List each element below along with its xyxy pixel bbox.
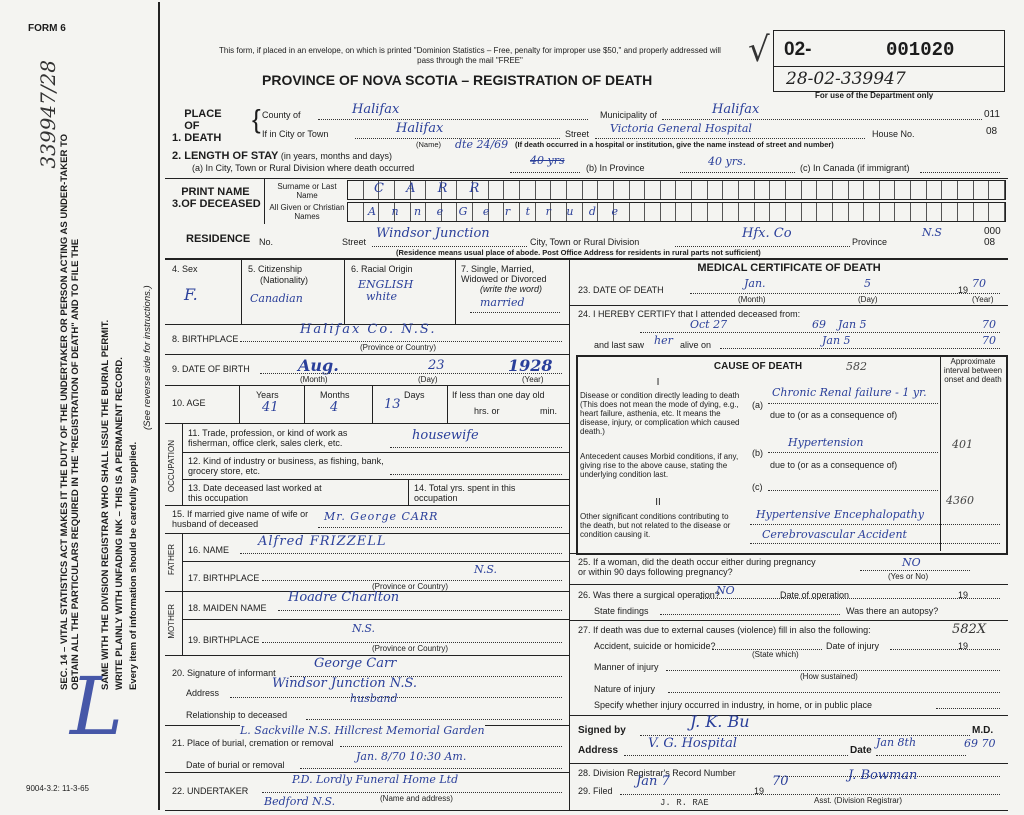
s14-label: 14. Total yrs. spent in this occupation bbox=[414, 483, 516, 503]
residence-title: RESIDENCE bbox=[186, 233, 251, 245]
mother-maiden-label: 18. MAIDEN NAME bbox=[188, 603, 267, 613]
s8-sub: (Province or Country) bbox=[360, 343, 437, 352]
md-label: M.D. bbox=[972, 725, 994, 736]
see-text: (See reverse side for instructions.) bbox=[142, 285, 153, 430]
given-label: All Given or Christian Names bbox=[269, 203, 345, 221]
mother-birthplace: N.S. bbox=[352, 622, 376, 635]
s7-sub: (write the word) bbox=[480, 284, 543, 294]
s12-label: 12. Kind of industry or business, as fishing, bank, grocery store, etc. bbox=[188, 456, 384, 476]
s9-year-sub: (Year) bbox=[522, 375, 544, 384]
s21-place-label: 21. Place of burial, cremation or removal bbox=[172, 738, 334, 748]
signed-by-label: Signed by bbox=[578, 725, 626, 736]
s23-y: (Year) bbox=[972, 295, 994, 304]
residence-code: 000 08 bbox=[984, 226, 1001, 248]
residence-province-label: Province bbox=[852, 237, 888, 247]
given-value: A n n e G e r t r u d e bbox=[368, 205, 624, 218]
s5-sub: (Nationality) bbox=[260, 275, 309, 285]
surname-label: Surname or Last Name bbox=[277, 182, 337, 200]
surname-grid bbox=[347, 180, 1006, 200]
dept-note: For use of the Department only bbox=[815, 91, 934, 100]
marital-status-value: married bbox=[480, 296, 525, 309]
mother-bp-sub: (Province or Country) bbox=[372, 644, 449, 653]
hrs-label: hrs. or bbox=[474, 406, 500, 416]
registrar-sub: Asst. (Division Registrar) bbox=[814, 796, 903, 805]
surname-value: C A R R bbox=[374, 181, 489, 196]
days-label: Days bbox=[404, 390, 425, 400]
same-text: SAME WITH THE DIVISION REGISTRAR WHO SHALL ISSUE THE BURIAL PERMIT. bbox=[100, 319, 111, 690]
s27-century: 19 bbox=[958, 641, 969, 651]
cause-a-value: Chronic Renal failure - 1 yr. bbox=[772, 386, 927, 399]
birth-day: 23 bbox=[428, 358, 445, 373]
municipality-code: 011 bbox=[984, 109, 1000, 120]
s6-label: 6. Racial Origin bbox=[351, 264, 413, 274]
mother-maiden-name: Hoadre Charlton bbox=[288, 590, 400, 605]
street-value: Victoria General Hospital bbox=[610, 122, 752, 135]
checkmark: √ bbox=[748, 30, 770, 70]
residence-street-label: Street bbox=[342, 237, 367, 247]
alive-on-year: 70 bbox=[982, 334, 996, 347]
sidebar-instructions bbox=[55, 120, 155, 700]
alive-on-value: Jan 5 bbox=[822, 334, 851, 347]
filed-date: Jan 7 bbox=[636, 774, 670, 789]
burial-place: L. Sackville N.S. Hillcrest Memorial Garden bbox=[240, 724, 485, 737]
informant-signature: George Carr bbox=[314, 656, 397, 671]
approx-interval: Approximate interval between onset and death bbox=[943, 357, 1003, 384]
death-month: Jan. bbox=[744, 277, 766, 290]
registrar-signature: J. Bowman bbox=[848, 768, 918, 783]
code-582x: 582X bbox=[952, 622, 987, 637]
s4-label: 4. Sex bbox=[172, 264, 198, 274]
other-condition-1: Hypertensive Encephalopathy bbox=[756, 508, 924, 521]
city-label: If in City or Town bbox=[262, 129, 329, 139]
cause-b-value: Hypertension bbox=[788, 436, 864, 449]
how-sustained-sub: (How sustained) bbox=[800, 672, 858, 681]
s2-a-value: 40 yrs bbox=[530, 154, 565, 167]
s25-value: NO bbox=[902, 556, 921, 569]
birth-year: 1928 bbox=[508, 356, 553, 375]
s2-b-value: 40 yrs. bbox=[708, 155, 747, 168]
s13-label: 13. Date deceased last worked at this occupation bbox=[188, 483, 322, 503]
house-label: House No. bbox=[872, 129, 915, 139]
attended-from-year: 69 bbox=[812, 318, 826, 331]
city-value: Halifax bbox=[396, 121, 444, 136]
specify-label: Specify whether injury occurred in industry, in home, or in public place bbox=[594, 700, 872, 710]
form-number: FORM 6 bbox=[28, 23, 66, 34]
county-value: Halifax bbox=[352, 102, 400, 117]
s23-m: (Month) bbox=[738, 295, 766, 304]
s22-sub: (Name and address) bbox=[380, 794, 453, 803]
signed-date: Jan 8th bbox=[876, 736, 917, 749]
county-label: County of bbox=[262, 110, 301, 120]
every-text: Every item of information should be carefully supplied. bbox=[128, 441, 139, 690]
form-title: PROVINCE OF NOVA SCOTIA – REGISTRATION OF DEATH bbox=[262, 72, 653, 88]
racial-origin-value-2: white bbox=[366, 290, 397, 303]
registrar-stamp: J. R. RAE bbox=[660, 798, 709, 808]
signed-date-label: Date bbox=[850, 745, 872, 756]
informant-relationship: husband bbox=[350, 692, 398, 705]
s2-title: 2. LENGTH OF STAY (in years, months and days) bbox=[172, 150, 392, 162]
due-to-a: due to (or as a consequence of) bbox=[770, 410, 898, 420]
s15-label: 15. If married give name of wife or husband of deceased bbox=[172, 509, 309, 529]
footer-code: 9004-3.2: 11-3-65 bbox=[26, 784, 90, 793]
physician-address: V. G. Hospital bbox=[648, 736, 738, 751]
municipality-label: Municipality of bbox=[600, 110, 658, 120]
s27-label: 27. If death was due to external causes (violence) fill in also the following: bbox=[578, 625, 871, 635]
sex-value: F. bbox=[184, 285, 198, 304]
birthplace-value: Halifax Co. N.S. bbox=[300, 322, 437, 337]
age-days: 13 bbox=[384, 397, 401, 412]
father-birthplace: N.S. bbox=[474, 563, 498, 576]
s2-a-label: (a) In City, Town or Rural Division where death occurred bbox=[192, 163, 415, 173]
attended-from: Oct 27 bbox=[690, 318, 728, 331]
last-saw-value: her bbox=[654, 334, 673, 347]
s8-label: 8. BIRTHPLACE bbox=[172, 334, 239, 344]
s2-c-label: (c) In Canada (if immigrant) bbox=[800, 163, 910, 173]
roman-i: I bbox=[656, 377, 660, 388]
s9-month-sub: (Month) bbox=[300, 375, 328, 384]
filed-year: 70 bbox=[772, 774, 789, 789]
s23-d: (Day) bbox=[858, 295, 878, 304]
residence-province: N.S bbox=[922, 226, 942, 239]
age-months: 4 bbox=[330, 400, 339, 415]
s10-label: 10. AGE bbox=[172, 398, 206, 408]
reg-handwritten: 28-02-339947 bbox=[786, 69, 906, 89]
s21-date-label: Date of burial or removal bbox=[186, 760, 285, 770]
s20-rel-label: Relationship to deceased bbox=[186, 710, 288, 720]
s20-sig-label: 20. Signature of informant bbox=[172, 668, 276, 678]
s29-century: 19 bbox=[754, 786, 765, 796]
code-4360: 4360 bbox=[946, 494, 974, 507]
less-than-day: If less than one day old bbox=[452, 390, 545, 400]
death-year: 70 bbox=[972, 277, 986, 290]
state-which-sub: (State which) bbox=[752, 650, 799, 659]
s1-brace: { bbox=[252, 104, 261, 134]
code-582: 582 bbox=[846, 360, 867, 373]
s1-title: 1. PLACE OF DEATH bbox=[172, 108, 222, 144]
s20-addr-label: Address bbox=[186, 688, 220, 698]
citizenship-value: Canadian bbox=[250, 292, 303, 305]
s29-label: 29. Filed bbox=[578, 786, 613, 796]
racial-origin-value: ENGLISH bbox=[358, 278, 414, 291]
margin-rule bbox=[158, 2, 160, 810]
attended-to: Jan 5 bbox=[838, 318, 867, 331]
last-saw-label: and last saw bbox=[594, 340, 645, 350]
due-to-b: due to (or as a consequence of) bbox=[770, 460, 898, 470]
column-divider bbox=[569, 258, 570, 810]
alive-on-label: alive on bbox=[680, 340, 712, 350]
s11-label: 11. Trade, profession, or kind of work as fisherman, office clerk, sales clerk, etc. bbox=[188, 428, 348, 448]
s26-label: 26. Was there a surgical operation? bbox=[578, 590, 720, 600]
write-text: WRITE PLAINLY WITH UNFADING INK – THIS IS A PERMANENT RECORD. bbox=[114, 357, 125, 690]
registration-number-box bbox=[773, 30, 1005, 92]
s24-label: 24. I HEREBY CERTIFY that I attended deceased from: bbox=[578, 309, 801, 319]
s26-century: 19 bbox=[958, 590, 969, 600]
cause-b-label: (b) bbox=[752, 448, 763, 458]
father-bp-label: 17. BIRTHPLACE bbox=[188, 573, 260, 583]
occupation-value: housewife bbox=[412, 428, 479, 443]
mother-bp-label: 19. BIRTHPLACE bbox=[188, 635, 260, 645]
physician-signature: J. K. Bu bbox=[690, 712, 750, 731]
s23-label: 23. DATE OF DEATH bbox=[578, 285, 664, 295]
death-day: 5 bbox=[864, 277, 871, 290]
municipality-value: Halifax bbox=[712, 102, 760, 117]
s22-label: 22. UNDERTAKER bbox=[172, 786, 249, 796]
given-grid bbox=[347, 202, 1006, 222]
residence-no-label: No. bbox=[259, 237, 274, 247]
reg-number: 001020 bbox=[886, 39, 955, 61]
s2-b-label: (b) In Province bbox=[586, 163, 645, 173]
manner-label: Manner of injury bbox=[594, 662, 659, 672]
residence-street: Windsor Junction bbox=[376, 226, 490, 241]
street-label: Street bbox=[565, 129, 590, 139]
sec14-text: SEC. 14 – VITAL STATISTICS ACT MAKES IT THE DUTY OF THE UNDERTAKER OR PERSON ACTING AS UNDER-TAKER TO OBTAIN ALL THE PARTICULARS REQUIRED IN THE "REGISTRATION OF DEATH" AND TO FILE THE bbox=[59, 134, 81, 690]
min-label: min. bbox=[540, 406, 558, 416]
hospital-note: (If death occurred in a hospital or institution, give the name instead of street and number) bbox=[515, 140, 834, 149]
other-conditions-label: Other significant conditions contributing to the death, but not related to the disease or condition causing it. bbox=[580, 512, 731, 539]
injury-date-label: Date of injury bbox=[826, 641, 880, 651]
s23-century: 19 bbox=[958, 285, 969, 295]
op-date-label: Date of operation bbox=[780, 590, 850, 600]
autopsy-label: Was there an autopsy? bbox=[846, 606, 939, 616]
informant-address: Windsor Junction N.S. bbox=[272, 676, 418, 691]
spouse-value: Mr. George CARR bbox=[324, 510, 439, 523]
reg-prefix: 02- bbox=[784, 39, 812, 60]
s25-sub: (Yes or No) bbox=[888, 572, 929, 581]
s5-label: 5. Citizenship bbox=[248, 264, 303, 274]
mother-side-label: MOTHER bbox=[167, 604, 176, 639]
physician-address-label: Address bbox=[578, 745, 619, 756]
s25-label: 25. If a woman, did the death occur either during pregnancy or within 90 days following pregnancy? bbox=[578, 557, 816, 577]
cause-title: CAUSE OF DEATH bbox=[713, 361, 803, 372]
code-401: 401 bbox=[952, 438, 973, 451]
antecedent-label: Antecedent causes Morbid conditions, if any, giving rise to the above cause, stating the underlying condition last. bbox=[580, 452, 739, 479]
months-label: Months bbox=[320, 390, 350, 400]
s3-title: 3.PRINT NAME OF DECEASED bbox=[172, 186, 261, 210]
undertaker-value: P.D. Lordly Funeral Home Ltd bbox=[292, 773, 459, 786]
residence-city-label: City, Town or Rural Division bbox=[530, 237, 640, 247]
cause-a-label: (a) bbox=[752, 400, 763, 410]
undertaker-address: Bedford N.S. bbox=[264, 795, 336, 808]
father-side-label: FATHER bbox=[167, 544, 176, 575]
side-number: 339947/28 bbox=[36, 60, 60, 169]
state-findings-label: State findings bbox=[594, 606, 649, 616]
s9-day-sub: (Day) bbox=[418, 375, 438, 384]
name-note: dte 24/69 bbox=[455, 138, 509, 151]
attended-to-year: 70 bbox=[982, 318, 996, 331]
house-value: 08 bbox=[986, 126, 998, 137]
s7-label: 7. Single, Married, Widowed or Divorced bbox=[461, 264, 547, 284]
mailing-notice: This form, if placed in an envelope, on which is printed "Dominion Statistics – Free, penalty for improper use $50," and properly addressed will pass through the mail "FREE" bbox=[219, 46, 721, 65]
initial-mark: L bbox=[70, 660, 124, 753]
name-sub: (Name) bbox=[416, 140, 442, 149]
years-label: Years bbox=[256, 390, 279, 400]
nature-label: Nature of injury bbox=[594, 684, 656, 694]
other-condition-2: Cerebrovascular Accident bbox=[762, 528, 907, 541]
father-name-label: 16. NAME bbox=[188, 545, 230, 555]
father-bp-sub: (Province or Country) bbox=[372, 582, 449, 591]
accident-label: Accident, suicide or homicide? bbox=[594, 641, 716, 651]
roman-ii: II bbox=[655, 497, 661, 508]
age-years: 41 bbox=[262, 400, 279, 415]
residence-note: (Residence means usual place of abode. Post Office Address for residents in rural parts not sufficient) bbox=[396, 248, 761, 257]
father-name: Alfred FRIZZELL bbox=[258, 534, 387, 549]
birth-month: Aug. bbox=[298, 356, 339, 375]
burial-date: Jan. 8/70 10:30 Am. bbox=[356, 750, 467, 763]
s26-value: NO bbox=[716, 584, 735, 597]
signed-date-year: 69 70 bbox=[964, 737, 996, 750]
disease-label: Disease or condition directly leading to death (This does not mean the mode of dying, e.g., heart failure, asthenia, etc. It means the disease, injury, or complication which caused death.) bbox=[580, 391, 740, 436]
s28-label: 28. Division Registrar's Record Number bbox=[578, 768, 736, 778]
medical-title: MEDICAL CERTIFICATE OF DEATH bbox=[697, 262, 881, 274]
occupation-side-label: OCCUPATION bbox=[167, 440, 176, 493]
cause-c-label: (c) bbox=[752, 482, 763, 492]
s9-label: 9. DATE OF BIRTH bbox=[172, 364, 250, 374]
residence-city: Hfx. Co bbox=[742, 226, 792, 241]
